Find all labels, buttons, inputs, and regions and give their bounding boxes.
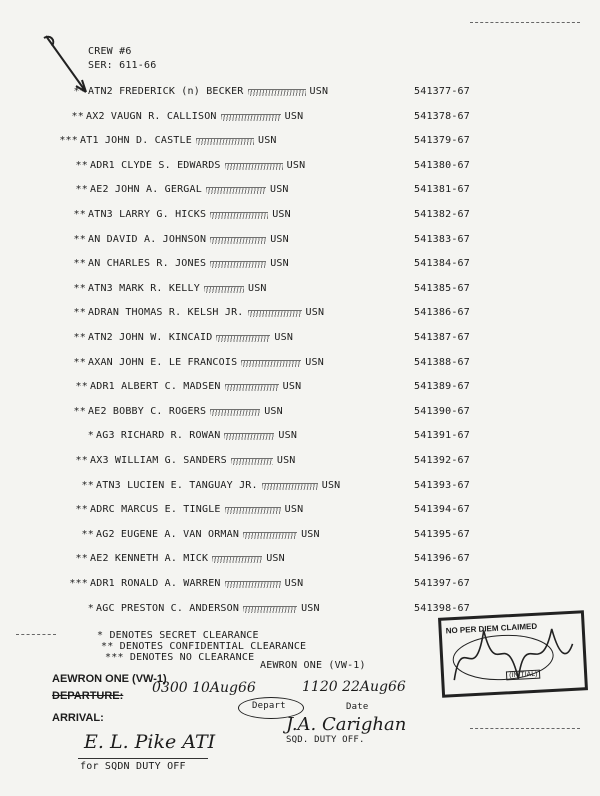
clearance-marks: ** — [73, 405, 86, 417]
clearance-marks: ** — [73, 258, 86, 270]
serial-number: 541392-67 — [414, 455, 470, 466]
roster-row — [0, 184, 600, 198]
clearance-marks: * — [87, 430, 94, 442]
legend-line: * DENOTES SECRET CLEARANCE — [97, 630, 259, 641]
serial-number: 541394-67 — [414, 504, 470, 516]
serial-number: 541396-67 — [414, 553, 470, 565]
crew-member-name: ADR1 RONALD A. WARREN — [90, 578, 221, 589]
branch-usn: USN — [270, 233, 289, 245]
crew-member-name: AE2 JOHN A. GERGAL — [90, 184, 202, 196]
roster-row — [0, 258, 600, 272]
roster-row — [0, 160, 600, 174]
crew-member-name: AX3 WILLIAM G. SANDERS — [90, 455, 227, 466]
serial-number: 541395-67 — [414, 528, 470, 540]
clearance-marks: ** — [73, 209, 86, 220]
serial-number: 541379-67 — [414, 135, 470, 147]
bottom-dash — [470, 728, 580, 730]
signature-left: E. L. Pike ATI — [84, 731, 216, 753]
roster-row — [0, 504, 600, 518]
crew-member-name: AN DAVID A. JOHNSON — [88, 233, 207, 245]
roster-row — [0, 430, 600, 444]
redaction-scribble — [210, 261, 266, 268]
clearance-marks: ** — [81, 479, 94, 491]
redaction-scribble — [210, 237, 266, 244]
clearance-marks: ** — [73, 307, 86, 319]
roster-row — [0, 332, 600, 346]
branch-usn: USN — [264, 405, 283, 417]
clearance-marks: ** — [75, 553, 88, 565]
branch-usn: USN — [309, 86, 329, 97]
redaction-scribble — [225, 163, 283, 170]
roster-row — [0, 381, 600, 395]
depart-oval-text: Depart — [252, 701, 286, 711]
crew-member-name: AE2 BOBBY C. ROGERS — [88, 405, 207, 417]
clearance-marks: ** — [71, 110, 84, 122]
branch-usn: USN — [274, 332, 294, 343]
clearance-marks: * — [87, 602, 94, 614]
redaction-scribble — [262, 483, 318, 490]
roster-row — [0, 86, 600, 100]
roster-row — [0, 111, 600, 125]
roster-row — [0, 455, 600, 469]
crew-member-name: ATN3 LUCIEN E. TANGUAY JR. — [96, 479, 258, 491]
branch-usn: USN — [282, 381, 302, 393]
branch-usn: USN — [269, 184, 289, 196]
redaction-scribble — [210, 409, 260, 416]
serial-number: 541385-67 — [414, 282, 470, 294]
redaction-scribble — [221, 114, 281, 121]
date-label: Date — [346, 702, 369, 712]
clearance-marks: *** — [59, 135, 78, 147]
crew-member-name: ADR1 CLYDE S. EDWARDS — [90, 159, 221, 171]
clearance-marks: ** — [75, 159, 88, 171]
redaction-scribble — [225, 581, 281, 588]
arrival-label: ARRIVAL: — [52, 712, 104, 724]
roster-row — [0, 406, 600, 420]
clearance-marks: ** — [75, 455, 88, 466]
crew-member-name: AG3 RICHARD R. ROWAN — [96, 430, 221, 442]
serial-number: 541386-67 — [414, 307, 470, 319]
arrive-handwriting: 1120 22Aug66 — [302, 679, 406, 695]
branch-usn: USN — [284, 504, 304, 516]
redaction-scribble — [248, 310, 302, 317]
branch-usn: USN — [257, 135, 277, 147]
roster-row — [0, 234, 600, 248]
redaction-scribble — [225, 384, 279, 391]
redaction-scribble — [224, 433, 274, 440]
stamp-text: NO PER DIEM CLAIMED — [445, 621, 538, 636]
roster-row — [0, 357, 600, 371]
crew-member-name: ATN3 LARRY G. HICKS — [88, 209, 207, 220]
crew-member-name: ATN2 JOHN W. KINCAID — [88, 332, 213, 343]
branch-usn: USN — [305, 307, 325, 319]
serial-number: 541382-67 — [414, 209, 470, 220]
redaction-scribble — [216, 335, 270, 342]
crew-member-name: ADR1 ALBERT C. MADSEN — [90, 381, 221, 393]
clearance-marks: ** — [73, 356, 86, 368]
branch-usn: USN — [301, 528, 320, 540]
crew-member-name: AX2 VAUGN R. CALLISON — [86, 110, 217, 122]
serial-number: 541391-67 — [414, 430, 470, 442]
clearance-marks: ** — [73, 282, 86, 294]
legend-line: *** DENOTES NO CLEARANCE — [105, 652, 255, 663]
serial-number: 541390-67 — [414, 405, 470, 417]
clearance-marks: ** — [75, 184, 88, 196]
departure-handwriting: 0300 10Aug66 — [152, 680, 256, 696]
duty-officer-label: SQD. DUTY OFF. — [286, 735, 365, 745]
crew-member-name: AG2 EUGENE A. VAN ORMAN — [96, 528, 240, 540]
branch-usn: USN — [272, 209, 291, 220]
crew-member-name: ATN3 MARK R. KELLY — [88, 282, 200, 294]
aewron-right: AEWRON ONE (VW-1) — [260, 660, 366, 671]
branch-usn: USN — [286, 159, 306, 171]
branch-usn: USN — [305, 356, 324, 368]
top-dash — [470, 22, 580, 24]
redaction-scribble — [212, 556, 262, 563]
crew-member-name: AE2 KENNETH A. MICK — [90, 553, 209, 565]
crew-member-name: AGC PRESTON C. ANDERSON — [96, 602, 240, 614]
serial-number: 541381-67 — [414, 184, 470, 196]
branch-usn: USN — [321, 479, 341, 491]
crew-member-name: AXAN JOHN E. LE FRANCOIS — [88, 356, 238, 368]
redaction-scribble — [204, 286, 244, 293]
serial-number: 541377-67 — [414, 86, 470, 97]
legend-line: ** DENOTES CONFIDENTIAL CLEARANCE — [101, 641, 307, 652]
roster-row — [0, 283, 600, 297]
sqdn-duty-label: for SQDN DUTY OFF — [80, 761, 186, 772]
redaction-scribble — [231, 458, 273, 465]
branch-usn: USN — [270, 258, 289, 270]
serial-number: 541387-67 — [414, 332, 470, 343]
crew-member-name: ADRC MARCUS E. TINGLE — [90, 504, 221, 516]
clearance-marks: *** — [69, 578, 88, 589]
redaction-scribble — [241, 360, 301, 367]
crew-number: CREW #6 — [88, 46, 132, 57]
roster-row — [0, 307, 600, 321]
roster-row — [0, 578, 600, 592]
serial-number: 541380-67 — [414, 159, 470, 171]
serial-number: 541393-67 — [414, 479, 470, 491]
serial-number: 541383-67 — [414, 233, 470, 245]
branch-usn: USN — [278, 430, 298, 442]
serial-header: SER: 611-66 — [88, 60, 157, 71]
clearance-marks: ** — [81, 528, 94, 540]
stamp-initial: (INITIAL) — [506, 670, 541, 681]
roster-row — [0, 553, 600, 567]
redaction-scribble — [210, 212, 268, 219]
crew-member-name: ADRAN THOMAS R. KELSH JR. — [88, 307, 244, 319]
aewron-left: AEWRON ONE (VW-1) — [52, 673, 167, 685]
divider — [16, 634, 56, 636]
branch-usn: USN — [284, 110, 304, 122]
roster-row — [0, 480, 600, 494]
clearance-marks: ** — [73, 86, 86, 97]
redaction-scribble — [248, 89, 306, 96]
no-per-diem-stamp — [438, 610, 588, 698]
branch-usn: USN — [247, 282, 267, 294]
crew-member-name: ATN2 FREDERICK (n) BECKER — [88, 86, 244, 97]
branch-usn: USN — [284, 578, 304, 589]
branch-usn: USN — [301, 602, 320, 614]
crew-member-name: AN CHARLES R. JONES — [88, 258, 207, 270]
redaction-scribble — [196, 138, 254, 145]
redaction-scribble — [225, 507, 281, 514]
serial-number: 541378-67 — [414, 110, 470, 122]
roster-row — [0, 209, 600, 223]
clearance-marks: ** — [75, 504, 88, 516]
clearance-marks: ** — [73, 332, 86, 343]
signature-line — [78, 758, 208, 759]
branch-usn: USN — [266, 553, 285, 565]
serial-number: 541388-67 — [414, 356, 470, 368]
roster-row — [0, 529, 600, 543]
clearance-marks: ** — [75, 381, 88, 393]
clearance-marks: ** — [73, 233, 86, 245]
signature-right: J.A. Carighan — [286, 714, 407, 735]
serial-number: 541389-67 — [414, 381, 470, 393]
serial-number: 541398-67 — [414, 602, 470, 614]
redaction-scribble — [243, 606, 297, 613]
roster-row — [0, 135, 600, 149]
serial-number: 541384-67 — [414, 258, 470, 270]
crew-member-name: AT1 JOHN D. CASTLE — [80, 135, 192, 147]
departure-label: DEPARTURE: — [52, 690, 124, 702]
redaction-scribble — [243, 532, 297, 539]
serial-number: 541397-67 — [414, 578, 470, 589]
branch-usn: USN — [276, 455, 296, 466]
redaction-scribble — [206, 187, 266, 194]
clearance-legend — [97, 630, 306, 663]
